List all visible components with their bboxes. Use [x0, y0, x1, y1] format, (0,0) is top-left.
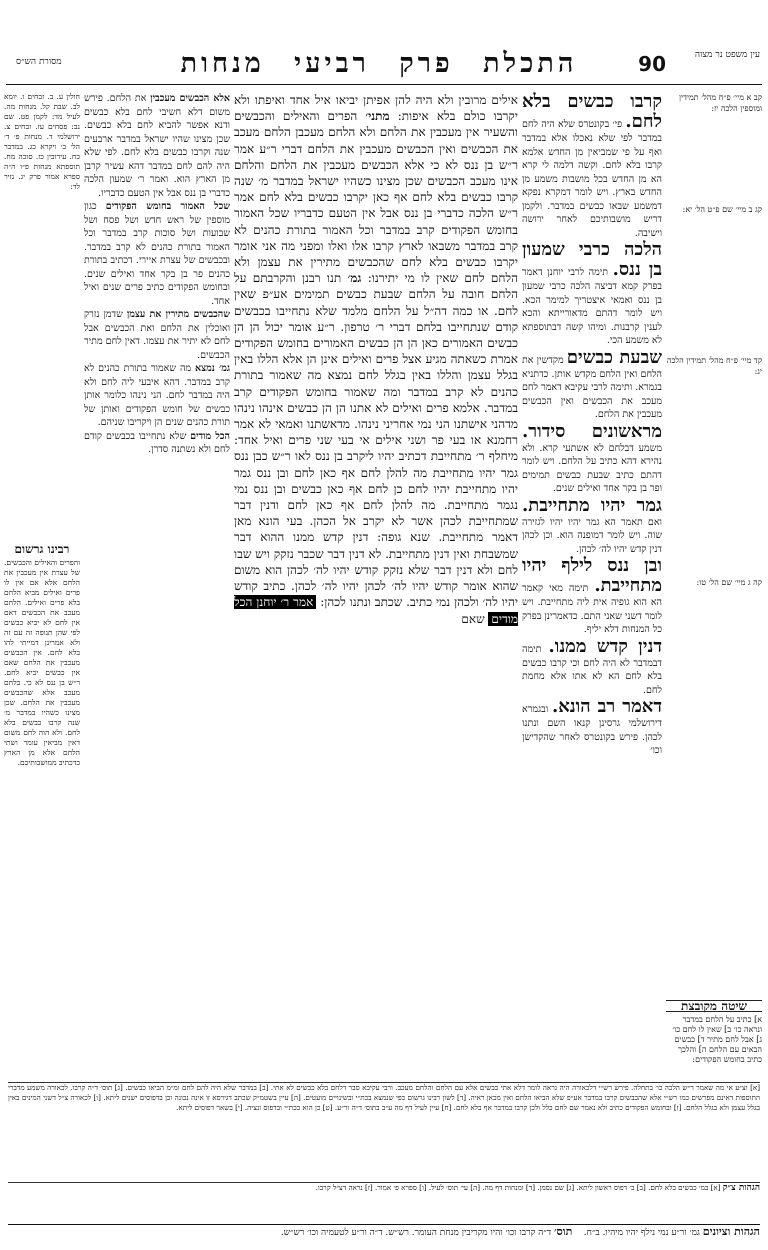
- rashi-text: שדמן נזרק ואוכלין את הלחם ואת הכבשים אבל לחם לא יתיר את עצמו. דאין לחם מתיר הכבשים.: [84, 309, 230, 361]
- bottom-commentary: [8, 1082, 760, 1179]
- gemara-column: [234, 92, 518, 952]
- footer-text: גמ׳ ור״ע נמי נילף יהיו מיהיו. ב״ח.: [583, 1228, 700, 1238]
- rashi-text: את הלחם. פירש משום דלא חשיבי לחם בלא כבשים ודנא אפשר להביא לחם בלא כבשים. שכן מצינו שהיו ישראל במדבר ארבעים שנה וקרבו כבשים בלא לחם. לפי שלא היה להם לחם במדבר דהא עשיר קרבן מן הארץ הוא. ואמר ר׳ שמעון הלכה כדברי בן ננס אבל אין הטעם כדבריו.: [84, 93, 230, 199]
- bottom-commentary-text: [א] וצ״ע אי מה שאמר ר״ש הלכה כו׳ בתחלה. פירש רש״י דלכאורה היה נראה לומר דלא אתי כבשים אלא עם הלחם והלחם מעכב. ורבי עקיבא סבר דלחם בלא כבשים לא אתי. [ב] במדבר שלא היה להם לחם ומ״מ הביאו כבשים. [ג] תוס׳ ד״ה קרבו. לכאורה משמע מדברי התוספות דאינם מפרשים כמו רש״י אלא שהכבשים קרבו במדבר אע״פ שלא הביאו הלחם ואין מכאן ראיה. [ד] לשון רבינו גרשום כפי שנמצא בכת״י ובשינויים מועטים. [ה] עיין בשטמ״ק שכתב דגירסא זו אינה נכונה וכן בדפוסים ישנים ליתא. [ו] לכאורה צ״ל דשני המינים באין בגלל עצמן ולא בגלל הלחם. [ז] ובחומש הפקודים כתיב ולא נאמר שם לחם כלל ולכן קרבו במדבר אף בלא לחם. [ח] עיין לעיל דף מה ע״ב בתוס׳ ד״ה ור״ע. [ט] כן הוא בכת״י ובדפוס ונציה. [י] בשאר דפוסים ליתא.: [8, 1083, 760, 1112]
- footer: [8, 1224, 760, 1241]
- gemara-text: מיחלף ר׳ מתחייבת דכתיב יהיו ליקרב בן ננס לאו ר״ש כבן ננס גמר יהיו מתחייבת מה להלן לחם אף כאן לחם ובן ננס גמר יהיו מתחייבת יהיו לחם כן לחם אף כאן כבשים ובן ננס נמי נגמר מתחייבת. מה להלן לחם אף כאן לחם ודנין דבר שמתחייבת לכהן אשר לא יקרב אל הכהן. בעי הונא מאן דאמר מתחייבת. שנא גופה:: [234, 449, 518, 545]
- shita-mekubetzet: [666, 1000, 762, 1070]
- rashi-dibbur: אלא הכבשים מעכבין: [150, 93, 230, 104]
- tosafot-text: תימה מאי קאמר הא הוא גופיה אית ליה מתחייבת. ויש לומר דשני שאני התם. כדאמרינן בפרק כל המנחות דלא יליף.: [522, 583, 662, 635]
- tosafot-text: תימה לרבי יוחנן דאמר בפרק קמא דביצה הלכה כרבי שמעון בן ננס ואמאי איצטריך למימר הכא. ויש לומר דהתם מדאורייתא והכא לענין קרבנות. ומיהו קשה דבתוספתא לא משמע הכי.: [522, 267, 662, 346]
- dibbur-hamatchil: דנין קדש ממנו.: [548, 635, 662, 657]
- gemara-catchword: שאם: [461, 611, 485, 626]
- rabbeinu-gershom-column: [4, 540, 80, 1040]
- tosafot-text: מקדשין את הלחם ואין הלחם מקדש אותן. כדתניא בגמרא. ותימה לרבי עקיבא דאמר לחם מעכב את הכבשים ואין הכבשים מעכבין את הלחם.: [522, 354, 662, 420]
- page-number: 90: [638, 52, 666, 76]
- page-header: [6, 48, 762, 84]
- dibbur-hamatchil: דאמר רב הונא.: [551, 696, 662, 717]
- dibbur-hamatchil: ובן ננס לילף יהיו מתחייבת.: [522, 555, 662, 596]
- header-rule: [6, 84, 762, 85]
- rashi-dibbur: שהכבשים מתירין את עצמן: [126, 309, 230, 320]
- ein-mishpat-column: [666, 92, 762, 992]
- shita-mekubetzet-text: א] כתיב על הלחם במדבר ונראה כו׳ ב] שאין לו לחם כו׳ ג] אבל לחם מתיר ד] כבשים הבאים עם הלחם ה] והלכך כתיב בחומש הפקודים:: [672, 1015, 762, 1064]
- tosafot-column: [522, 92, 662, 978]
- dibbur-hamatchil: מראשונים סידור.: [522, 420, 662, 442]
- rashi-text: שלא נתחייבו בכבשים קודם לחם ולא נשתנה סדרן.: [84, 430, 230, 455]
- mesoret-header: מסורת הש״ס: [16, 57, 62, 67]
- footer-text: ד״ה קרבו וכו׳ והיו מקריבין מנחת העומר. רש״ש. ד״ה ור״ע לטעמיה וכו׳ רש״ש.: [280, 1228, 552, 1238]
- rashi-text: מה שאמור בתורת כהנים לא קרב במדבר. דהא איבעי ליה לחם ולא היה במדבר לחם. הני נינהו כלומר אותן כבשים של חומש הפקודים ואותן של תורת כהנים שנים הן ויקריבו שניהם.: [84, 363, 230, 428]
- dibbur-hamatchil: גמר יהיו מתחייבת.: [522, 494, 662, 516]
- dibbur-hamatchil: שבעת כבשים: [566, 346, 662, 368]
- highlighted-phrase: אמר ר׳ יוחנן הכל מודים: [234, 595, 518, 626]
- rashi-dibbur: גמ׳ נמצא: [195, 363, 230, 374]
- footer-label: תוס׳: [553, 1225, 573, 1238]
- ein-mishpat-entry: קד מיי׳ פ״ח מהל׳ תמידין הלכה יג:: [666, 356, 762, 376]
- hagahot-section: [8, 1182, 760, 1211]
- gemara-text: תנו רבנן והקרבתם על הלחם חובה על הלחם שבעת כבשים תמימים אע״פ שאין לחם. או כמה דה״ל על הלחם מלמד שלא נתחייבו בכבשים קודם שנתחייבו בלחם דברי ר׳ טרפון. ר״ע אומר יכול הן הן כבשים האמורים כאן הן הן כבשים האמורים בחומש הפקודים אמרת כשאתה מגיע אצל פרים ואילים אינן הן אלא הללו באין בגלל עצמן והללו באין בגלל לחם נמצא מה שאמור בתורת כהנים לא קרב במדבר ומה שאמור בחומש הפקודים קרב במדבר. אלמא פרים ואילים לא אתנו הן הן כבשים אינהו נינהו מדהני אישתנו הני נמי אחריני נינהו. מדאשתנו ואמאי לא אמר רחמנא או בעי פר ושני אילים אי בעי שני פרים ואיל אחד:: [234, 271, 518, 448]
- dibbur-hamatchil: קרבו כבשים בלא לחם.: [522, 92, 662, 132]
- footer-label: הגהות וציונים: [702, 1225, 760, 1238]
- mishna-label: מתני׳: [365, 109, 390, 124]
- page-title: התכלת פרק רביעי מנחות: [180, 48, 578, 79]
- rabbeinu-gershom-title: רבינו גרשום: [14, 542, 70, 556]
- shita-mekubetzet-title: שיטה מקובצת: [666, 1000, 762, 1012]
- rabbeinu-gershom-text: והפרים והאילים והכבשים. של עצרת אין מעכבין את הלחם אלא אם אין לו פרים ואילים מביא הלחם בלא פרים ואילים. הלחם מעכב את הכבשים דאם אין לחם לא יביא כבשים לפי שהן תנופה זה עם זה ולא אמרינן דמייתי להו בלא לחם. אין הכבשים מעכבין את הלחם שאם אין כבשים יביא לחם. ר״ש בן ננס לא כי. בלחם מעכב אלא שהכבשים מעכבין את הלחם. שכן מצינו כשהיו במדבר מ׳ שנה קרבו כבשים בלא לחם. ולא הוה לחם משום דאין מביאין עומר ושתי הלחם אלא מן הארץ כדכתיב ממושבותיכם.: [4, 558, 80, 767]
- tosafot-text: ואם תאמר הא גמר יהיו יהיו לגזירה שוה. ויש לומר דמופנה הוא. וכן לכהן דנין קדש יהיו לה׳ לכהן.: [522, 516, 662, 555]
- tosafot-text: ובגמרא דירושלמי גרסינן קנאו השם ונתנו לכהן. פירש בקונטרס לאחר שהקדישן וכו׳: [522, 704, 662, 756]
- mesoret-text: חולין ע. ב. זבחים ו. יומא לב. שבת קל. מנחות מה. לעיל מד: לקמן פט. שם נב: פסחים עז. זבחים צ. ירושלמי ד. מנחות פ׳ ד׳ הל׳ ב׳ ויקרא כג. במדבר כח. עירובין כז. סוכה מח. תוספתא מנחות פ״ו ה״ה ספרא אמור פרק יג. נזיר לד:: [4, 92, 80, 191]
- dibbur-hamatchil: הלכה כרבי שמעון בן ננס.: [522, 239, 662, 280]
- tosafot-text: משמע דבלחם לא אשתעי קרא. ולא נהירא דהא כתיב על הלחם. ויש לומר דהתם כתיב שבעת כבשים תמימים ופר בן בקר אחד ואילים שנים.: [522, 442, 662, 494]
- hagahot-label: הגהות צ״ק: [722, 1183, 760, 1193]
- rashi-dibbur: שכל האמור בחומש הפקודים: [105, 201, 230, 212]
- rashi-dibbur: הכל מודים: [190, 430, 230, 442]
- ein-mishpat-entry: קג ב מיי׳ שם פ״ט הל׳ יא:: [682, 205, 762, 214]
- gemara-intro: אילים מרובין ולא היה להן אפיתן יביאו איל אחד ואיפתו ולא יקרבו כולם בלא איפות:: [234, 93, 518, 124]
- tosafot-text: פי׳ בקונטרס שלא היה לחם במדבר לפי שלא נאכלו אלא במדבר ואף על פי שמביאין מן החדש אלמא קרבו בלא לחם. וקשה דלמה לי קרא הא מן החדש בכל מושבות משמע מן החדש בארץ. ויש לומר דמקרא נפקא דמשמע שבאו כבשים במדבר. ולקמן דריש מושבותיכם לאחר ירושה וישיבה.: [522, 119, 662, 239]
- hagahot-text: [א] במ׳ כבשים בלא לחם. [ב] ב׳ דפוס ראשון ליתא. [ג] שם נסמן. [ד] ומנחות דף מה. [ה] עי׳ תוס׳ לעיל. [ו] ספרא פ׳ אמור. [ז] נראה דצ״ל קרבו.: [315, 1183, 721, 1192]
- mishna-text: הפרים והאילים והכבשים והשעיר אין מעכבין את הלחם ולא הלחם מעכבן הלחם מעכב את הכבשים ואין הכבשים מעכבין את הלחם דברי ר״ע אמר ר״ש בן ננס לא כי אלא הכבשים מעכבין את הלחם והלחם אינו מעכב הכבשים שכן מצינו כשהיו ישראל במדבר מ׳ שנה קרבו כבשים בלא לחם אף כאן יקרבו כבשים בלא לחם אמר ר״ש הלכה כדברי בן ננס אבל אין הטעם כדבריו שכל האמור בחומש הפקודים קרב במדבר וכל האמור בתורת כהנים לא קרב במדבר משבאו לארץ קרבו אלו ואלו ומפני מה אני אומר יקרבו כבשים בלא לחם שהכבשים מתירין את עצמן ולא הלחם לחם שאין לו מי יתירנו:: [234, 109, 518, 286]
- gemara-text: דנין קדש ממנו ההוא דבר שמשבחת ואין דנין מתחייבת. לא דנין דבר שכבר נזקק ויש שבו לחם ולא דנין דבר שלא נזקק קודש יהיו לה׳ לכהן הוא משום שהוא אומר קודש יהיו לה׳ לכהן יהיו לה׳ לכהן. כתיב קודש יהיו לה׳ ולכהן נמי כתיב. שכתב ונתנו לכהן:: [234, 530, 518, 610]
- tosafot-text: תימה דבמדבר לא היה לחם וכי קרבו כבשים בלא לחם הא לא אתו אלא מחמת לחם.: [522, 643, 662, 696]
- rashi-text: כגון מוספין של ראש חדש ושל פסח ושל שבועות ושל סוכות קרב במדבר וכל האמור בתורת כהנים לא קרב במדבר. ובכבשים של עצרת איירי. דכתיב בתורת כהנים פר בן בקר אחד ואילים שנים. ובחומש הפקודים כתיב פרים שנים ואיל אחד.: [84, 201, 230, 307]
- mesoret-hashas-column: [4, 92, 80, 532]
- ein-mishpat-header: עין משפט נר מצוה: [694, 50, 760, 60]
- gemara-label: גמ׳: [347, 271, 362, 286]
- ein-mishpat-entry: קה ג מיי׳ שם הל׳ טו:: [696, 578, 762, 587]
- ein-mishpat-entry: קב א מיי׳ פ״ח מהל׳ תמידין ומוספין הלכה יז:: [678, 93, 762, 113]
- rashi-column: [84, 92, 230, 972]
